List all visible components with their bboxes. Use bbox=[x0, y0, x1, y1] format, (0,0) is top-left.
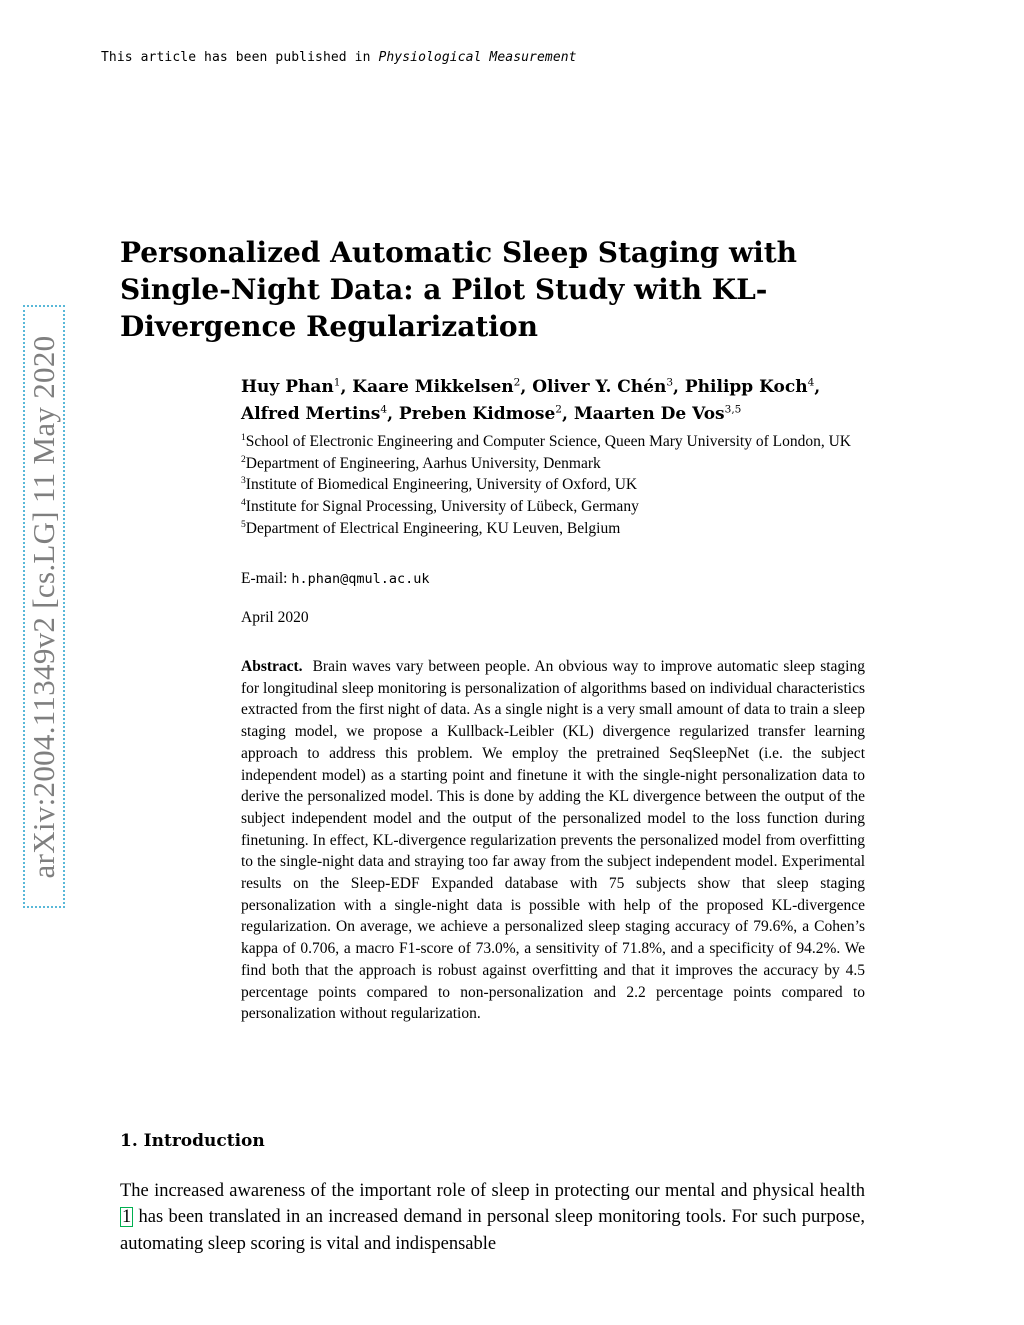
author-list: Huy Phan$^1$, Kaare Mikkelsen$^2$, Oliver Y. Chén$^3$, Philipp Koch$^4$, Alfred Mertins$^4$, Preben Kidmose$^2$, Maarten De Vos$^{3,5}$ bbox=[241, 376, 821, 424]
citation-link[interactable]: 1 bbox=[122, 1207, 132, 1228]
affiliation-number: 1 bbox=[241, 432, 246, 444]
abstract-label: Abstract. bbox=[241, 658, 303, 675]
affiliation bbox=[241, 518, 881, 540]
author-affil-mark: 4 bbox=[380, 403, 388, 416]
author-affil-mark: 1 bbox=[333, 376, 341, 389]
author-name: Preben Kidmose bbox=[398, 404, 556, 424]
author-name: Oliver Y. Chén bbox=[532, 377, 667, 397]
author-affil-mark: 2 bbox=[513, 376, 521, 389]
affiliation-text: Institute for Signal Processing, University of Lübeck, Germany bbox=[245, 498, 639, 516]
affiliation bbox=[241, 453, 881, 475]
affiliation-text: Department of Electrical Engineering, KU Leuven, Belgium bbox=[245, 519, 621, 537]
author-name: Philipp Koch bbox=[684, 377, 808, 397]
affiliation-number: 5 bbox=[241, 518, 246, 530]
email-label: E-mail: bbox=[241, 570, 292, 587]
author-name: Maarten De Vos bbox=[573, 404, 725, 424]
affiliation-text: School of Electronic Engineering and Computer Science, Queen Mary University of London, UK bbox=[245, 433, 852, 450]
email-address[interactable]: h.phan@qmul.ac.uk bbox=[291, 571, 430, 587]
journal-name: Physiological Measurement bbox=[378, 50, 577, 65]
author-name: Kaare Mikkelsen bbox=[352, 377, 514, 397]
section-heading-introduction: 1. Introduction bbox=[120, 1131, 265, 1151]
author-affil-mark: 4 bbox=[807, 376, 815, 389]
abstract bbox=[241, 656, 865, 1025]
author-name: Alfred Mertins bbox=[241, 404, 381, 424]
abstract-text: Brain waves vary between people. An obvious way to improve automatic sleep staging for longitudinal sleep monitoring is personalization of algorithms based on individual characteristics extracted from the first night of data. As a single night is a very small amount of data to train a sleep staging model, we propose a Kullback-Leibler (KL) divergence regularized transfer learning approach to address this problem. We employ the pretrained SeqSleepNet (i.e. the subject independent model) as a starting point and finetune it with the single-night personalization data to derive the personalized model. This is done by adding the KL divergence between the output of the subject independent model and the output of the personalized model to the loss function during finetuning. In effect, KL-divergence regularization prevents the personalized model from overfitting to the single-night data and straying too far away from the subject independent model. Experimental results on the Sleep-EDF Expanded database with 75 subjects show that sleep staging personalization with a single-night data is possible with help of the proposed KL-divergence regularization. On average, we achieve a personalized sleep staging accuracy of 79.6%, a Cohen’s kappa of 0.706, a macro F1-score of 73.0%, a sensitivity of 71.8%, and a specificity of 94.2%. We find both that the approach is robust against overfitting and that it improves the accuracy by 4.5 percentage points compared to non-personalization and 2.2 percentage points compared to personalization without regularization. bbox=[241, 658, 865, 1023]
paper-title: Personalized Automatic Sleep Staging with Single-Night Data: a Pilot Study with KL-Divergence Regularization bbox=[120, 236, 797, 343]
affiliation-number: 3 bbox=[241, 475, 246, 487]
affiliation-text: Institute of Biomedical Engineering, University of Oxford, UK bbox=[245, 476, 638, 494]
intro-text-after: has been translated in an increased demand in personal sleep monitoring tools. For such purpose, automating sleep scoring is vital and indispensable bbox=[120, 1207, 865, 1254]
affiliation-text: Department of Engineering, Aarhus University, Denmark bbox=[245, 454, 601, 472]
author-affil-mark: 3,5 bbox=[724, 403, 742, 416]
publication-date: April 2020 bbox=[241, 609, 309, 626]
affiliation-number: 4 bbox=[241, 497, 246, 509]
affiliation bbox=[241, 496, 881, 518]
intro-text-before: The increased awareness of the important role of sleep in protecting our mental and physical health bbox=[120, 1181, 865, 1201]
author-affil-mark: 3 bbox=[666, 376, 674, 389]
arxiv-identifier[interactable]: arXiv:2004.11349v2 [cs.LG] 11 May 2020 bbox=[26, 335, 61, 878]
affiliation bbox=[241, 474, 881, 496]
contact-email bbox=[241, 570, 430, 588]
author-affil-mark: 2 bbox=[555, 403, 562, 416]
arxiv-sidebar-box[interactable] bbox=[23, 305, 65, 908]
affiliation-number: 2 bbox=[241, 453, 246, 465]
journal-note-prefix: This article has been published in bbox=[101, 50, 379, 65]
author-name: Huy Phan bbox=[241, 377, 334, 397]
journal-note bbox=[101, 50, 577, 65]
introduction-paragraph bbox=[120, 1178, 865, 1257]
affiliation bbox=[241, 431, 881, 453]
affiliation-list bbox=[241, 431, 881, 540]
